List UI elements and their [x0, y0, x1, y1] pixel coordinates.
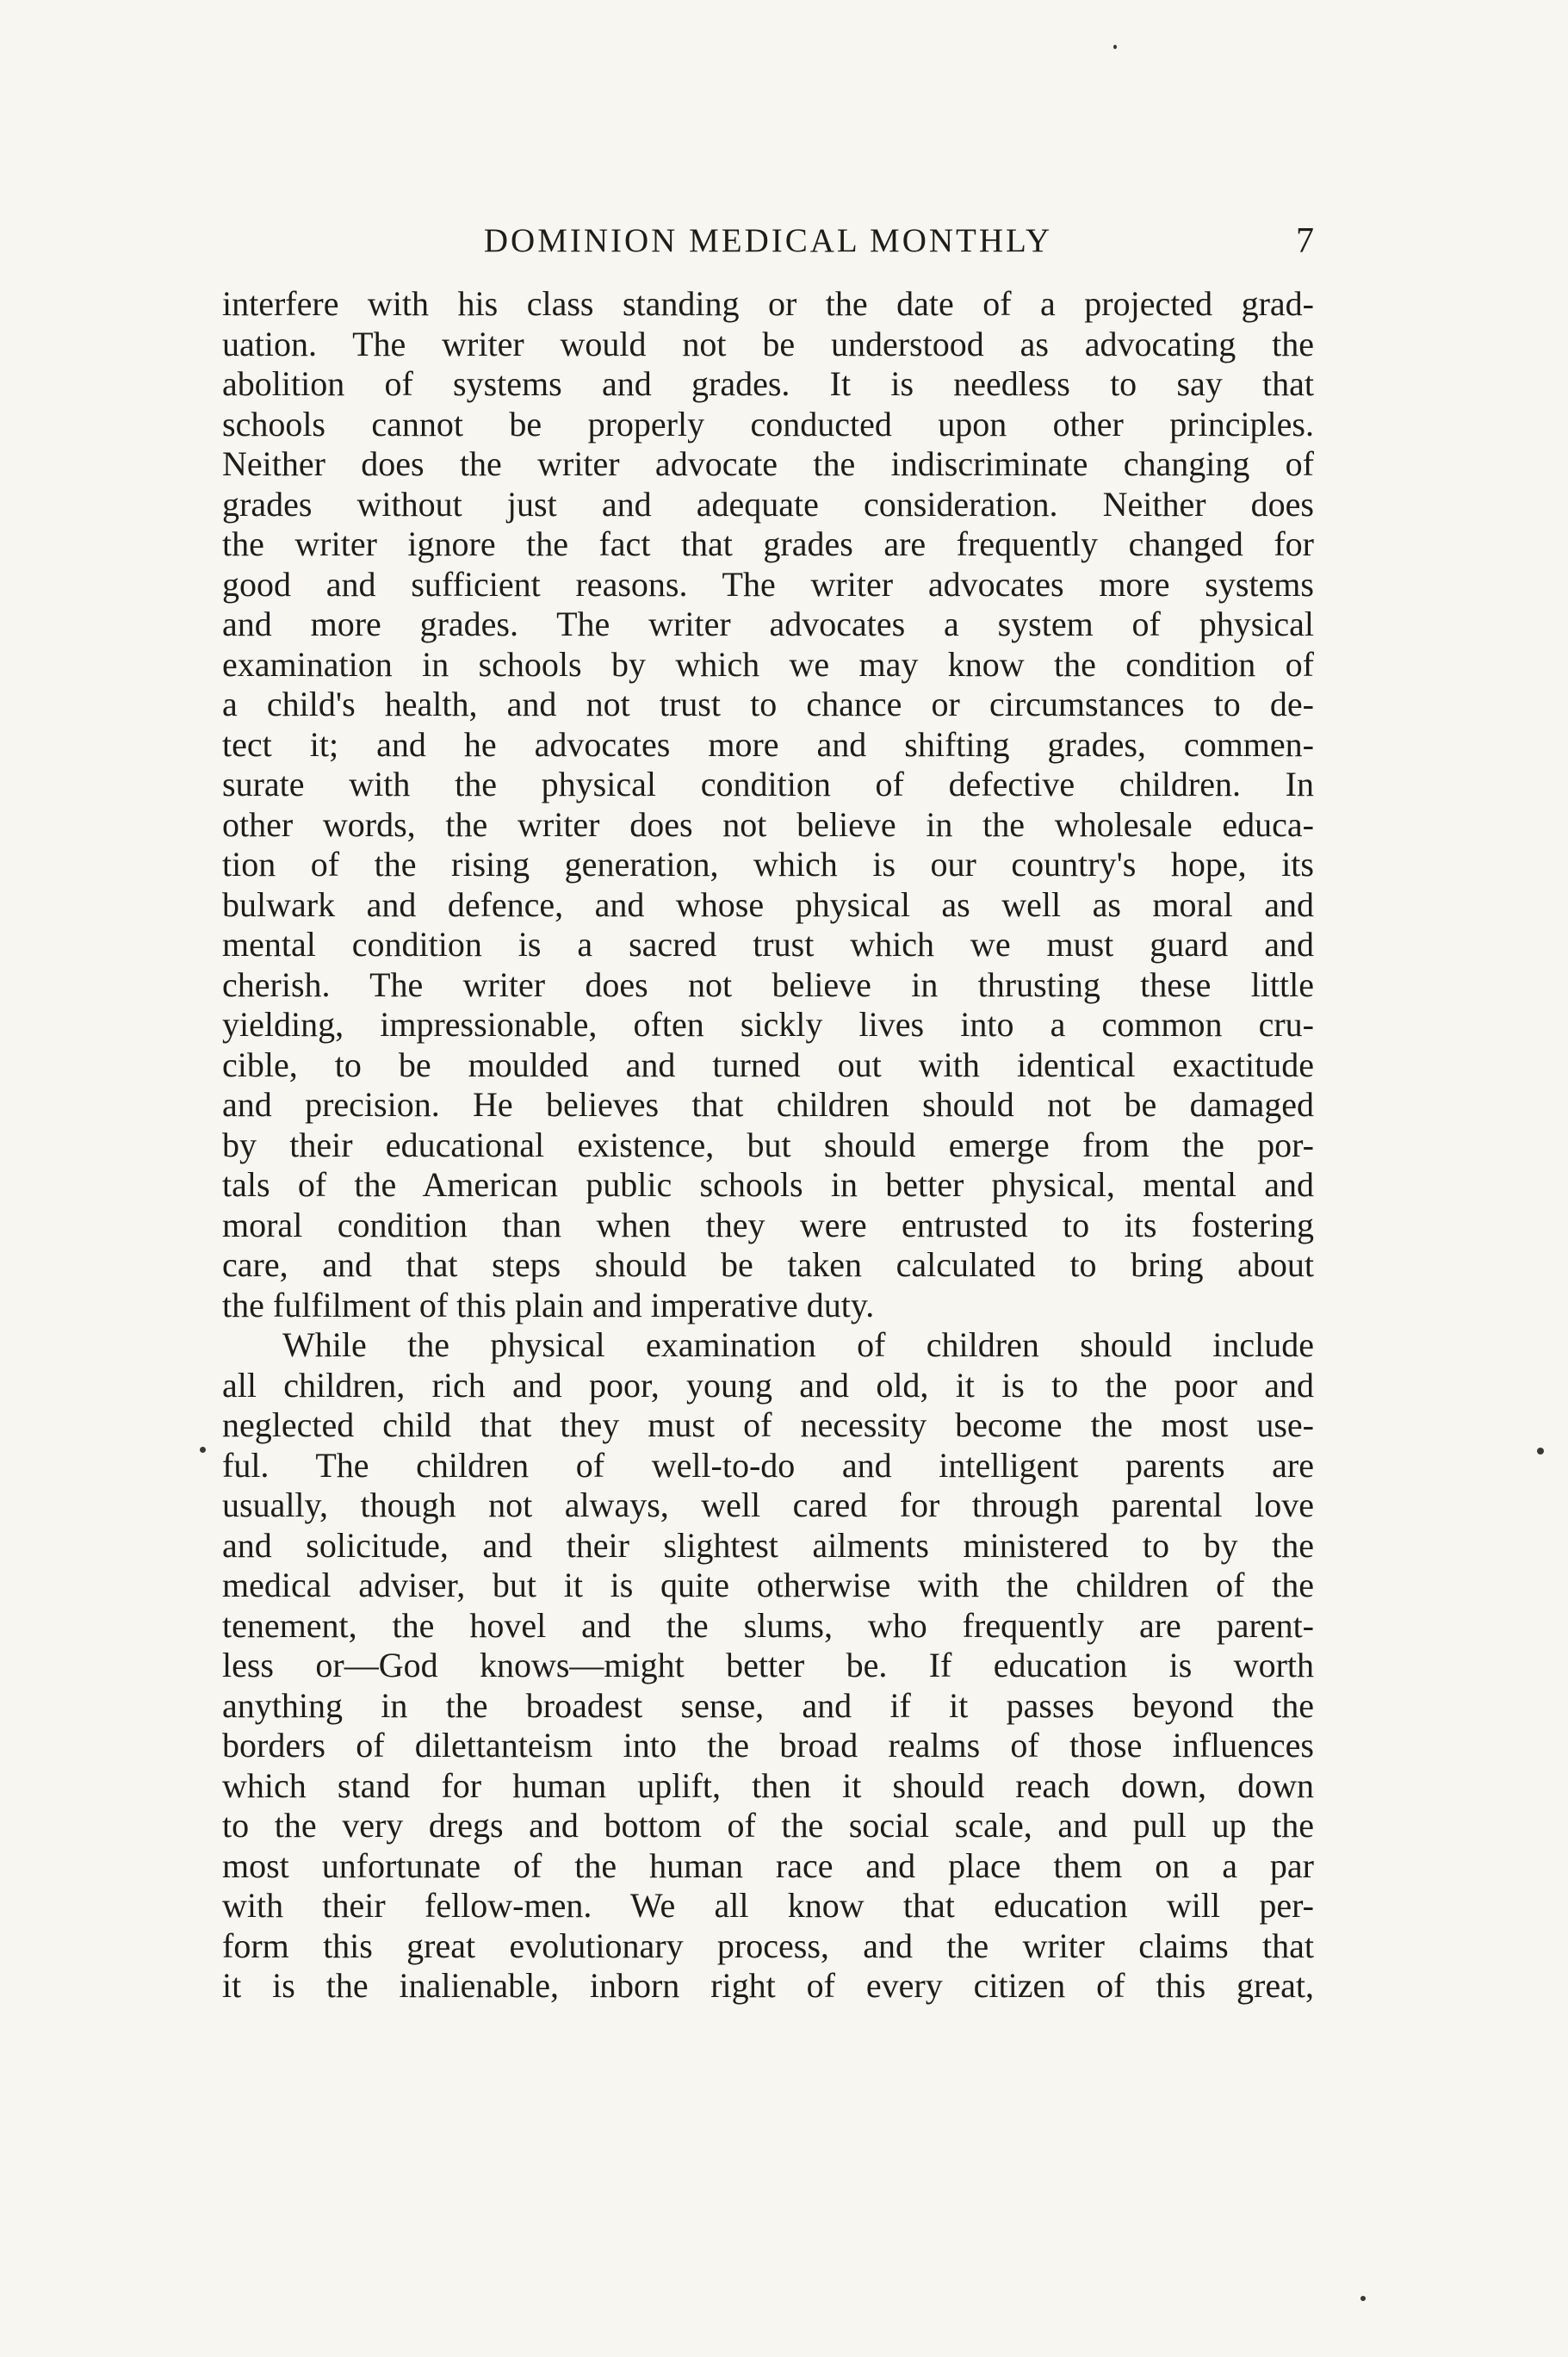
text-line: tect it; and he advocates more and shifting grades, commen- [222, 724, 1314, 764]
text-line: with their fellow-men. We all know that education will per- [222, 1886, 1314, 1925]
text-line: all children, rich and poor, young and old, it is to the poor and [222, 1365, 1314, 1405]
text-line: yielding, impressionable, often sickly lives into a common cru- [222, 1005, 1314, 1044]
text-line: and precision. He believes that children should not be damaged [222, 1085, 1314, 1124]
text-line: cherish. The writer does not believe in thrusting these little [222, 965, 1314, 1004]
text-line: care, and that steps should be taken calculated to bring about [222, 1245, 1314, 1284]
text-line: cible, to be moulded and turned out with identical exactitude [222, 1045, 1314, 1084]
text-line: the writer ignore the fact that grades are frequently changed for [222, 524, 1314, 563]
text-line: bulwark and defence, and whose physical as well as moral and [222, 884, 1314, 924]
text-line: ful. The children of well-to-do and intelligent parents are [222, 1445, 1314, 1485]
journal-title: DOMINION MEDICAL MONTHLY [483, 222, 1053, 259]
text-line: form this great evolutionary process, and the writer claims that [222, 1926, 1314, 1965]
text-line: grades without just and adequate consideration. Neither does [222, 484, 1314, 524]
paragraph-last-line: the fulfilment of this plain and imperative duty. [222, 1285, 875, 1324]
paragraph-first-line: While the physical examination of children should include [282, 1325, 1314, 1364]
text-line: anything in the broadest sense, and if it passes beyond the [222, 1685, 1314, 1725]
print-speck [1537, 1448, 1544, 1455]
text-line: tals of the American public schools in better physical, mental and [222, 1165, 1314, 1204]
text-line: mental condition is a sacred trust which we must guard and [222, 925, 1314, 964]
text-line: and more grades. The writer advocates a system of physical [222, 605, 1314, 643]
running-head [222, 215, 1314, 267]
page-number: 7 [1296, 221, 1314, 261]
text-line: surate with the physical condition of defective children. In [222, 765, 1314, 803]
body-text [222, 284, 1314, 2007]
text-line: schools cannot be properly conducted upon other principles. [222, 404, 1314, 443]
text-line: abolition of systems and grades. It is needless to say that [222, 364, 1314, 403]
text-line: medical adviser, but it is quite otherwise with the children of the [222, 1566, 1314, 1604]
text-line: moral condition than when they were entrusted to its fostering [222, 1205, 1314, 1244]
text-line: good and sufficient reasons. The writer advocates more systems [222, 564, 1314, 604]
text-line: and solicitude, and their slightest ailments ministered to by the [222, 1525, 1314, 1565]
text-line: examination in schools by which we may know the condition of [222, 644, 1314, 684]
text-line: uation. The writer would not be understood as advocating the [222, 324, 1314, 363]
text-line: less or—God knows—might better be. If education is worth [222, 1646, 1314, 1684]
text-line: usually, though not always, well cared for through parental love [222, 1486, 1314, 1524]
text-line: by their educational existence, but should emerge from the por- [222, 1125, 1314, 1164]
text-line: borders of dilettanteism into the broad realms of those influences [222, 1726, 1314, 1765]
text-line: most unfortunate of the human race and place them on a par [222, 1845, 1314, 1885]
text-line: Neither does the writer advocate the indiscriminate changing of [222, 444, 1314, 483]
text-line: other words, the writer does not believe in the wholesale educa- [222, 804, 1314, 844]
text-line: which stand for human uplift, then it should reach down, down [222, 1765, 1314, 1805]
text-line: tenement, the hovel and the slums, who frequently are parent- [222, 1605, 1314, 1645]
print-speck [200, 1447, 206, 1453]
text-line: neglected child that they must of necessity become the most use- [222, 1405, 1314, 1444]
text-line: interfere with his class standing or the date of a projected grad- [222, 284, 1314, 323]
text-line: to the very dregs and bottom of the social scale, and pull up the [222, 1806, 1314, 1845]
print-speck [1360, 2296, 1366, 2301]
text-line: a child's health, and not trust to chance or circumstances to de- [222, 685, 1314, 723]
text-line: tion of the rising generation, which is our country's hope, its [222, 845, 1314, 884]
print-speck [1113, 45, 1117, 49]
text-line: it is the inalienable, inborn right of every citizen of this great, [222, 1966, 1314, 2005]
